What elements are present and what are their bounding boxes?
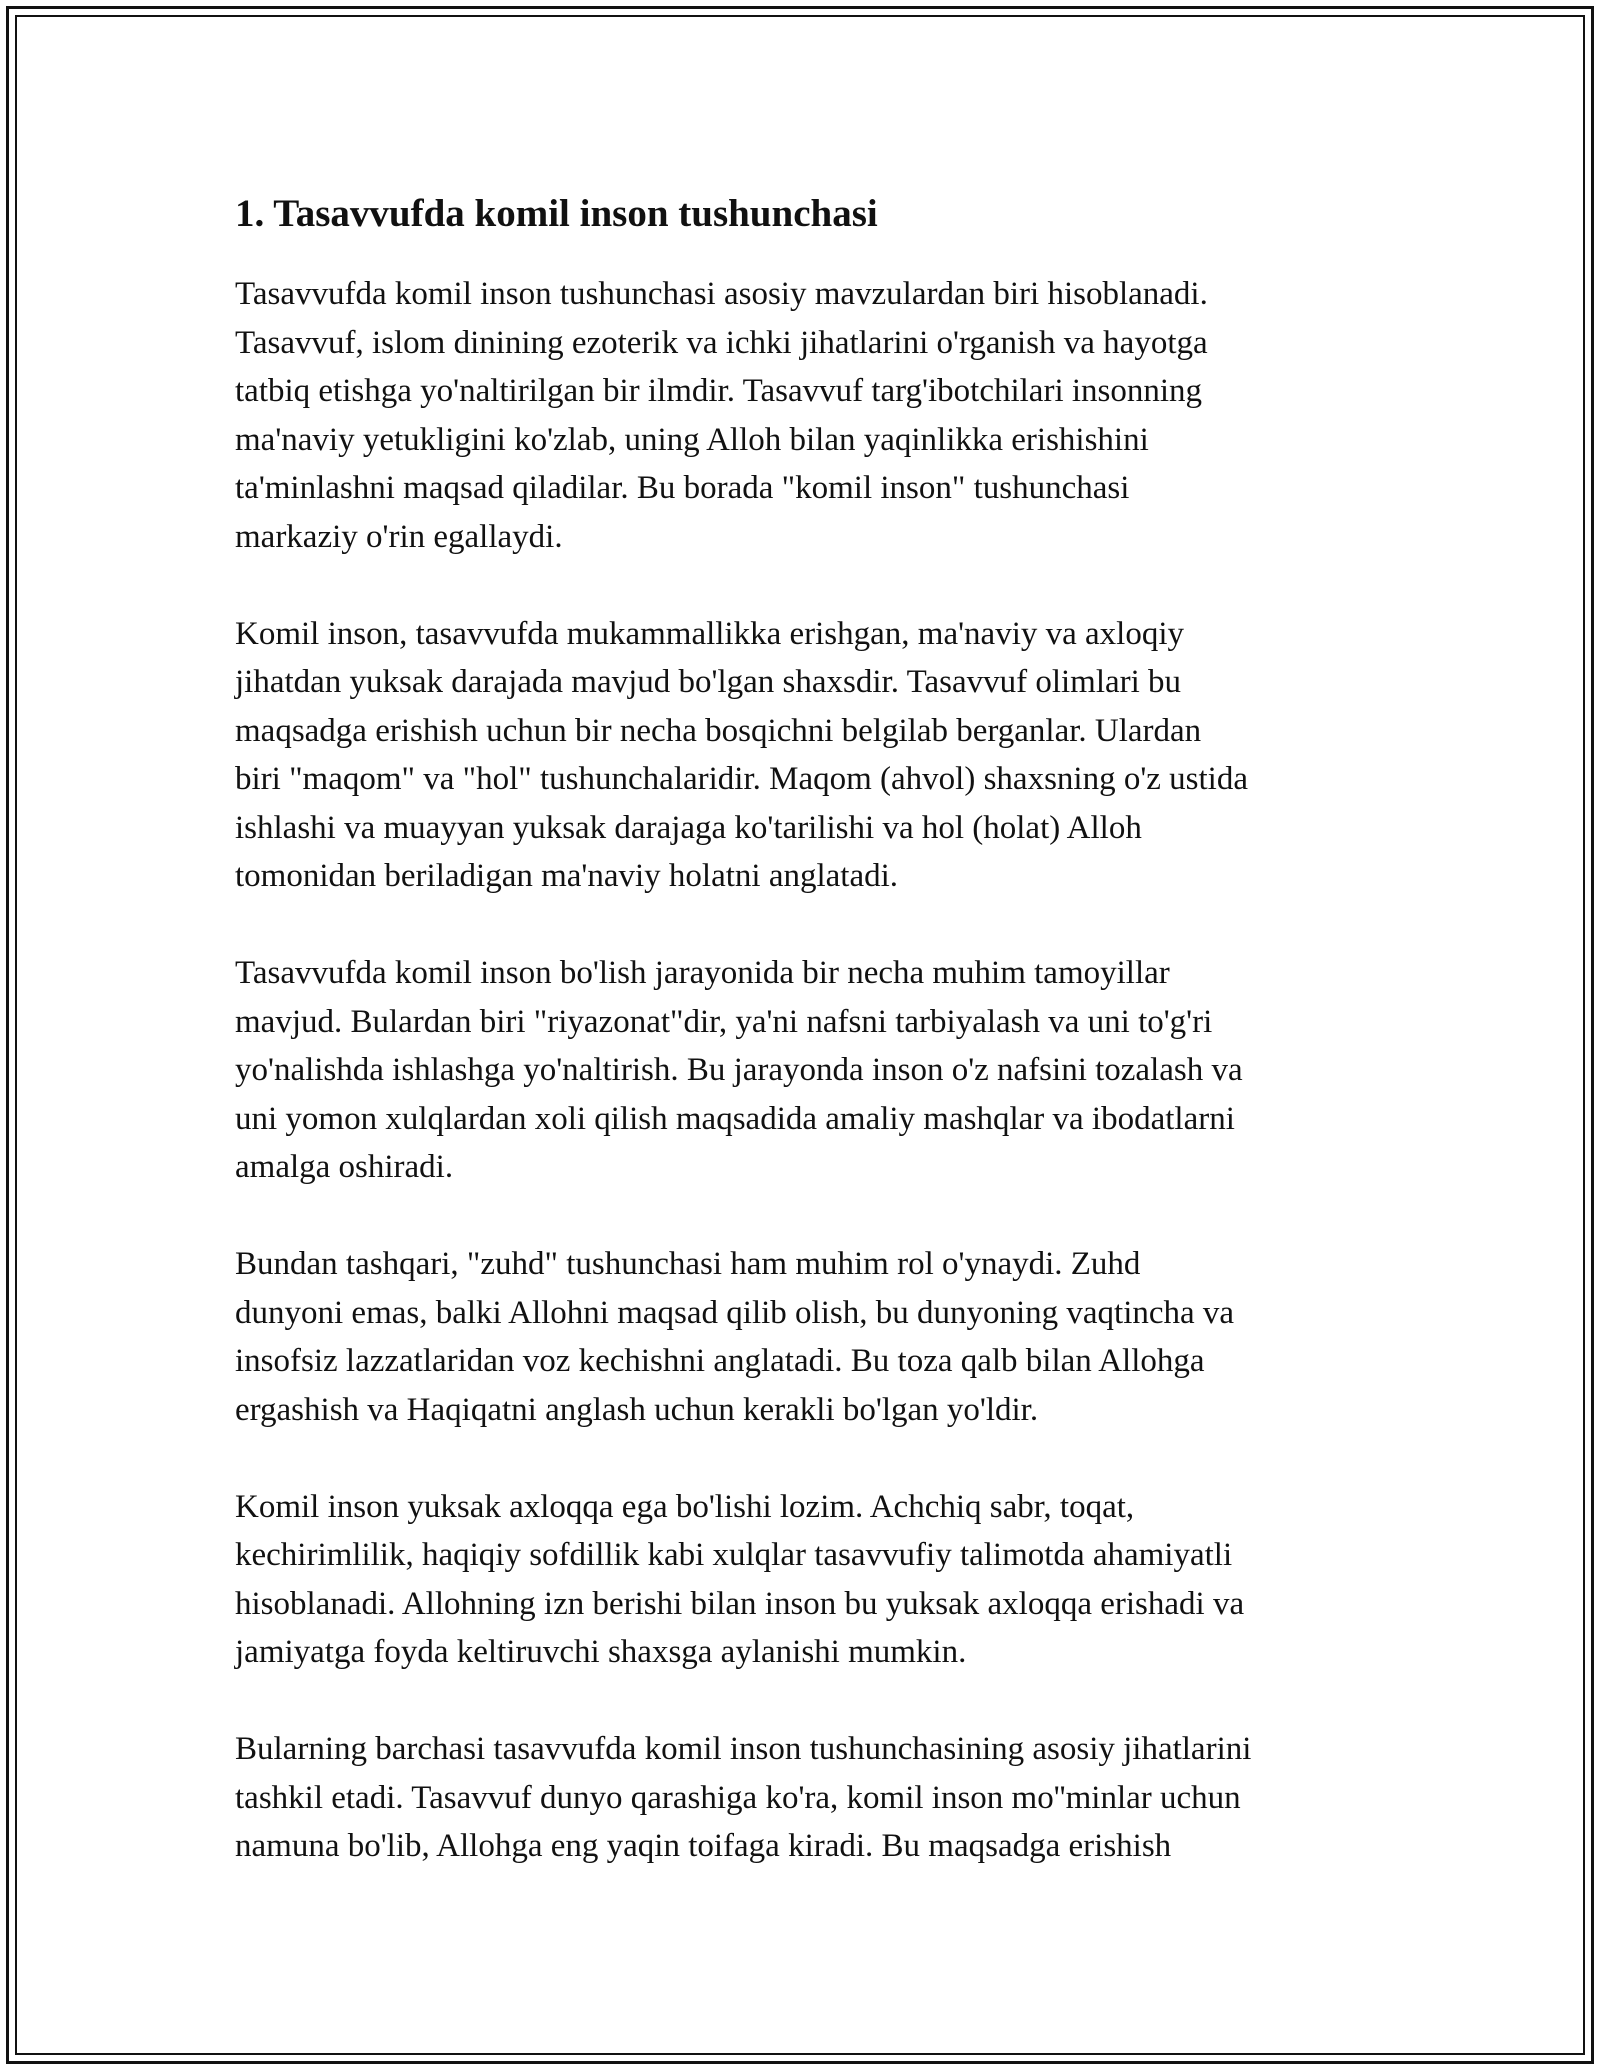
paragraph-line: insofsiz lazzatlaridan voz kechishni anglatadi. Bu toza qalb bilan Allohga [235,1343,1205,1379]
paragraph-line: markaziy o'rin egallaydi. [235,518,563,555]
paragraph-line: uni yomon xulqlardan xoli qilish maqsadida amaliy mashqlar va ibodatlarni [235,1100,1235,1137]
paragraphs-container [235,270,1375,1871]
paragraph-line: Tasavvuf, islom dinining ezoterik va ichki jihatlarini o'rganish va hayotga [235,324,1208,361]
paragraph-line: Tasavvufda komil inson bo'lish jarayonida bir necha muhim tamoyillar [235,955,1170,991]
paragraph-line: hisoblanadi. Allohning izn berishi bilan inson bu yuksak axloqqa erishadi va [235,1585,1245,1622]
paragraph-line: mavjud. Bulardan biri "riyazonat"dir, ya'ni nafsni tarbiyalash va uni to'g'ri [235,1003,1213,1040]
paragraph-line: Bularning barchasi tasavvufda komil inson tushunchasining asosiy jihatlarini [235,1731,1252,1767]
paragraph-line: ma'naviy yetukligini ko'zlab, uning Alloh bilan yaqinlikka erishishini [235,421,1149,458]
paragraph [235,1725,1375,1871]
paragraph [235,610,1375,901]
paragraph-line: tomonidan beriladigan ma'naviy holatni anglatadi. [235,858,899,894]
paragraph-line: jamiyatga foyda keltiruvchi shaxsga aylanishi mumkin. [235,1634,967,1670]
paragraph-line: jihatdan yuksak darajada mavjud bo'lgan shaxsdir. Tasavvuf olimlari bu [235,664,1182,700]
paragraph [235,1240,1375,1434]
paragraph-line: tatbiq etishga yo'naltirilgan bir ilmdir. Tasavvuf targ'ibotchilari insonning [235,373,1203,409]
section-heading: 1. Tasavvufda komil inson tushunchasi [235,192,878,235]
paragraph-line: tashkil etadi. Tasavvuf dunyo qarashiga ko'ra, komil inson mo''minlar uchun [235,1779,1241,1816]
paragraph-line: ergashish va Haqiqatni anglash uchun kerakli bo'lgan yo'ldir. [235,1391,1039,1428]
paragraph-line: Komil inson yuksak axloqqa ega bo'lishi lozim. Achchiq sabr, toqat, [235,1488,1135,1525]
paragraph-line: maqsadga erishish uchun bir necha bosqichni belgilab berganlar. Ulardan [235,712,1202,749]
paragraph-line: Bundan tashqari, "zuhd" tushunchasi ham muhim rol o'ynaydi. Zuhd [235,1246,1141,1282]
paragraph [235,1483,1375,1677]
paragraph-line: ishlashi va muayyan yuksak darajaga ko'tarilishi va hol (holat) Alloh [235,809,1142,846]
paragraph-line: kechirimlilik, haqiqiy sofdillik kabi xulqlar tasavvufiy talimotda ahamiyatli [235,1537,1233,1573]
document-body [235,188,1375,1871]
paragraph [235,949,1375,1192]
paragraph [235,270,1375,561]
paragraph-line: yo'nalishda ishlashga yo'naltirish. Bu jarayonda inson o'z nafsini tozalash va [235,1052,1243,1088]
paragraph-line: Komil inson, tasavvufda mukammallikka erishgan, ma'naviy va axloqiy [235,615,1184,652]
paragraph-line: amalga oshiradi. [235,1149,454,1185]
paragraph-line: namuna bo'lib, Allohga eng yaqin toifaga kiradi. Bu maqsadga erishish [235,1828,1172,1864]
paragraph-line: dunyoni emas, balki Allohni maqsad qilib olish, bu dunyoning vaqtincha va [235,1294,1235,1331]
paragraph-line: ta'minlashni maqsad qiladilar. Bu borada "komil inson" tushunchasi [235,470,1130,506]
paragraph-line: Tasavvufda komil inson tushunchasi asosiy mavzulardan biri hisoblanadi. [235,276,1208,312]
paragraph-line: biri "maqom" va "hol" tushunchalaridir. Maqom (ahvol) shaxsning o'z ustida [235,761,1248,797]
